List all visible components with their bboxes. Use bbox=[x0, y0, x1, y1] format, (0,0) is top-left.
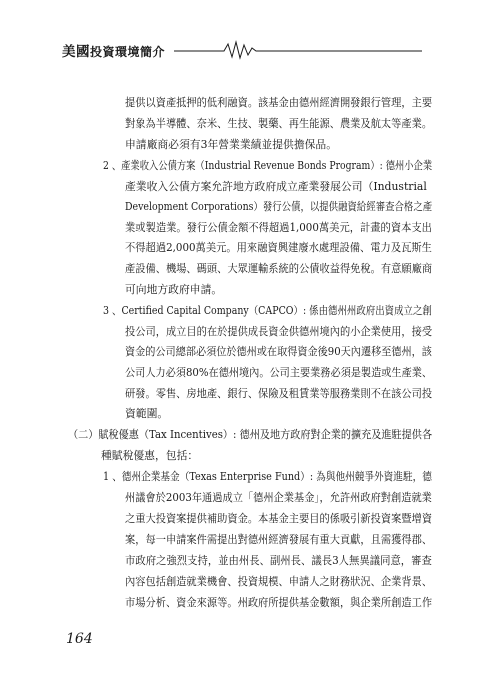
text-line: 州議會於2003年通過成立「德州企業基金」，允許州政府對創造就業 bbox=[125, 491, 432, 504]
header-title-sub: 投資環境簡介 bbox=[90, 45, 166, 59]
text-line: 案，每一申請案件需提出對德州經濟發展有重大貢獻，且需獲得郡、 bbox=[125, 533, 433, 546]
text-line: 市場分析、資金來源等。州政府所提供基金數額，與企業所創造工作 bbox=[125, 596, 433, 609]
text-line: 1 、德州企業基金（Texas Enterprise Fund）: 為與他州競爭外資進駐，德 bbox=[103, 470, 432, 483]
text-line: 產業收入公債方案允許地方政府成立產業發展公司（Industrial bbox=[125, 180, 427, 193]
text-line: 資範圍。 bbox=[125, 407, 169, 420]
text-line: （二）賦稅優惠（Tax Incentives）: 德州及地方政府對企業的擴充及進駐提供各 bbox=[68, 428, 433, 441]
text-line: 對象為半導體、奈米、生技、製藥、再生能源、農業及航太等產業。 bbox=[125, 117, 433, 130]
text-line: 之重大投資案提供補助資金。本基金主要目的係吸引新投資案暨增資 bbox=[125, 512, 433, 525]
text-line: 公司人力必須80%在德州境內。公司主要業務必須是製造或生產業、 bbox=[125, 366, 433, 379]
text-line: 申請廠商必須有3年營業業績並提供擔保品。 bbox=[125, 138, 338, 151]
text-line: 種賦稅優惠，包括： bbox=[101, 449, 199, 462]
text-line: Development Corporations）發行公債，以提供融資給經審查合格之產 bbox=[125, 200, 433, 213]
text-line: 研發。零售、房地產、銀行、保險及租賃業等服務業則不在該公司投 bbox=[125, 387, 433, 400]
text-line: 不得超過2,000萬美元。用來融資興建廢水處理設備、電力及瓦斯生 bbox=[125, 241, 432, 254]
text-line: 投公司，成立目的在於提供成長資金供德州境內的小企業使用，接受 bbox=[125, 325, 433, 338]
text-line: 內容包括創造就業機會、投資規模、申請人之財務狀況、企業背景、 bbox=[125, 575, 433, 588]
text-line: 市政府之強烈支持，並由州長、副州長、議長3人無異議同意，審查 bbox=[125, 554, 432, 567]
page-number: 164 bbox=[66, 631, 93, 647]
text-line: 產設備、機場、碼頭、大眾運輸系統的公債收益得免稅。有意願廠商 bbox=[125, 262, 433, 275]
header-title-main: 美國 bbox=[62, 44, 90, 60]
text-line: 業或製造業。發行公債金額不得超過1,000萬美元，計畫的資本支出 bbox=[125, 221, 432, 234]
page-header bbox=[62, 40, 422, 60]
text-line: 2 、產業收入公債方案（Industrial Revenue Bonds Program）: 德州小企業 bbox=[103, 159, 433, 172]
text-line: 3 、Certified Capital Company（CAPCO）: 係由德州州政府出資成立之創 bbox=[103, 304, 432, 317]
header-title bbox=[62, 40, 165, 60]
text-line: 提供以資產抵押的低利融資。該基金由德州經濟開發銀行管理，主要 bbox=[125, 96, 433, 109]
text-line: 資金的公司總部必須位於德州或在取得資金後90天內遷移至德州，該 bbox=[125, 345, 432, 358]
text-line: 可向地方政府申請。 bbox=[125, 283, 223, 296]
